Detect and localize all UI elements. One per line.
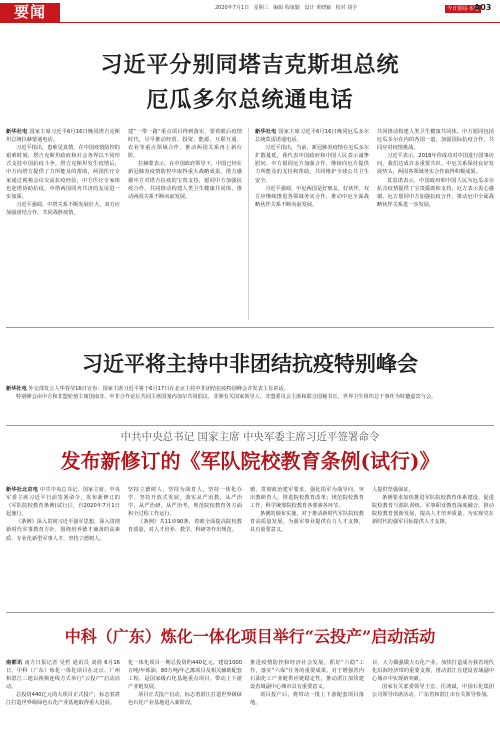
article4-column-4 — [372, 659, 494, 747]
paragraph: 习近平表示，2018年你成功对中国进行国事访问，我们达成许多重要共识。中厄关系保持良好发展势头，两国各领域务实合作取得积极成果。 — [377, 153, 494, 176]
article3-column-2 — [128, 486, 242, 608]
header-meta — [215, 5, 440, 12]
paragraph: 德、贯彻政治建军要求，强化指军为战导向，突出教研育人，推进院校教育改革；规范院校教育工作，科学统筹院校教育各要素各环节。 — [250, 487, 364, 510]
paragraph: 条例的颁布实施，对于推动新时代军队院校教育高质量发展，为强军事业提供有力人才支撑，具有重要意义。 — [250, 511, 364, 534]
paragraph: 建“一带一路”重点项目得到落实，要着眼后疫情时代，尽早推动经贸、投资、能源、互联互通、农业等重点领域合作，推动两国关系再上新台阶。 — [128, 129, 242, 160]
article2-body — [6, 385, 494, 419]
paragraph: 国家主席习近平6月16日晚同厄瓜多尔总统莫雷诺通电话。 — [255, 129, 369, 144]
paragraph: 共同推动构建人类卫生健康共同体。中方愿同包括厄瓜多尔在内的各国一道，加强国际抗疫合作，共同应对疫情挑战。 — [377, 129, 494, 152]
paragraph: 项目正式投产启动，标志着湛江打造世界级绿色石化产业基地进入新阶段。 — [128, 692, 242, 707]
article4-column-1 — [6, 659, 120, 747]
article2-headline: 习近平将主持中非团结抗疫特别峰会 — [82, 351, 418, 376]
paragraph: 项目投产后，将带动一批上下游配套项目落地。 — [250, 692, 364, 707]
section-tag: 要闻 — [0, 3, 60, 22]
paragraph: 推进疫情防控和经济社会发展，抓好“六稳”工作，落实“六保”任务的重要成果。对于增强省内石油化工产业链供应链稳定性，推动湛江加快建设省域副中心城市具有重要意义。 — [250, 660, 364, 691]
article1-column-1 — [6, 128, 120, 320]
section-divider — [6, 425, 494, 426]
article4-column-3 — [250, 659, 364, 747]
paragraph: 《条例》深入贯彻习近平强军思想，深入贯彻新时代军事教育方针，围绕培养德才兼备的高素质、专业化新型军事人才，坚持立德树人。 — [6, 519, 120, 542]
page-header — [0, 0, 500, 22]
paragraph: 特别峰会由中方和非盟轮值主席国南非、中非合作论坛共同主席国塞内加尔共同倡议，非洲有关国家领导人、非盟委员会主席和联合国秘书长、世界卫生组织总干事作为特邀嘉宾与会。 — [16, 394, 437, 401]
paragraph: 习近平强调，中厄两国是好朋友、好伙伴。双方应继续推进各领域务实合作，推动中厄全面战略伙伴关系不断向前发展。 — [255, 185, 369, 208]
paragraph: 拉赫蒙表示，在中国政府领导下，中国已经在新冠肺炎疫情防控中取得重大战略成果。塔方感谢中方对塔方抗疫的宝贵支持，愿同中方加强抗疫合作，共同推动构建人类卫生健康共同体，推动两国关系不断向前发展。 — [128, 161, 242, 200]
article3-column-1 — [6, 486, 120, 608]
section-divider — [6, 327, 494, 328]
header-weekday: 星期三 — [253, 5, 269, 11]
paragraph: 外交部发言人华春莹16日宣布：国家主席习近平将于6月17日在北京主持中非团结抗疫特别峰会并发表主旨讲话。 — [28, 386, 289, 392]
page-number: A03 — [474, 3, 492, 12]
paragraph: 人提供坚强保证。 — [372, 487, 414, 493]
paragraph: 习近平指出，当前，新冠肺炎疫情在厄瓜多尔扩散蔓延，我代表中国政府和中国人民表示诚挚慰问。中方愿同厄方加强合作，继续向厄方提供力所能及的支持和帮助，共同维护全球公共卫生安全。 — [255, 145, 369, 184]
article1-headline-line2: 厄瓜多尔总统通电话 — [146, 87, 354, 113]
article1-column-2 — [128, 128, 242, 320]
header-date: 2020年7月1日 — [215, 5, 250, 11]
header-designer: 设计 黄晓颖 — [304, 5, 332, 11]
dateline: 南都讯 — [6, 660, 23, 666]
paragraph: 国家有关部委领导王宏、任鸿斌，中国石化集团公司领导出席活动，广东省和湛江市有关领导参加。 — [372, 684, 494, 699]
paragraph: 坚持立德树人，坚持为战育人，坚持一体化办学，坚持开放式发展，落实从严治教，从严治学，从严治研，从严治考，规范院校教育各方面和全过程工作运行。 — [128, 487, 242, 518]
paragraph: 条例要求加快推进军队院校教育体系建设，促进院校教育与部队训练、军事职业教育深度融合，推动院校教育创新发展，提高人才培养质量，为实现党在新时代的强军目标提供人才支撑。 — [372, 495, 494, 526]
paragraph: 《条例》共11章90条，着眼全面提高院校教育质量，对人才培养、教学、科研等作出规范。 — [128, 519, 242, 534]
paragraph: 莫雷诺表示，中国政府和中国人民为厄瓜多尔抗击疫情提供了宝贵援助和支持，厄方表示衷心感谢。厄方愿同中方加强抗疫合作，推动厄中全面战略伙伴关系进一步发展。 — [377, 177, 494, 208]
paragraph: 化一体化项目一期总投资约440亿元，建设1000万吨/年炼油、80万吨/年乙烯项目及相关辅助配套工程，是国家级石化基地重点项目，带动上下游产业链发展。 — [128, 660, 242, 691]
dateline: 新华社电 — [6, 129, 28, 135]
edit-badge: 今日要闻·本地 — [447, 6, 479, 12]
article1-headline-line1: 习近平分别同塔吉克斯坦总统 — [100, 52, 400, 78]
article3-column-4 — [372, 486, 494, 608]
paragraph: 国家主席习近平6月16日晚同塔吉克斯坦总统拉赫蒙通电话。 — [6, 129, 120, 144]
dateline: 新华社北京电 — [6, 487, 39, 493]
paragraph: 目，大力做强做大石化产业。加快打造成为我省现代化沿海经济带的重要支撑，推动湛江在建设省域副中心城市中实现新突破。 — [372, 660, 494, 683]
paragraph: 总投资440亿元的大项目正式投产，标志着湛江打造世界级绿色石化产业基地取得重大进展。 — [6, 692, 120, 707]
paragraph: 习近平强调，中塔关系不断发展壮大，双方应加强团结合作，共同战胜疫情。 — [6, 201, 120, 216]
section-divider — [6, 612, 494, 613]
paragraph: 南方日报记者 吴哲 通讯员 刘倩 6月16日，中科（广东）炼化一体化项目在北京、广州和湛江三地以视频连线方式举行“云投产”启动活动。 — [6, 660, 120, 691]
article3-kicker: 中共中央总书记 国家主席 中央军委主席习近平签署命令 — [120, 431, 380, 443]
article4-column-2 — [128, 659, 242, 747]
article4-headline: 中科（广东）炼化一体化项目举行“云投产”启动活动 — [64, 627, 436, 646]
article1-column-4 — [377, 128, 494, 320]
dateline: 新华社电 — [6, 386, 27, 392]
article1-column-3 — [255, 128, 369, 320]
header-editor: 编辑 程康勤 — [273, 5, 300, 11]
article3-headline: 发布新修订的《军队院校教育条例(试行)》 — [60, 449, 440, 473]
column-divider — [248, 128, 249, 320]
article3-column-3 — [250, 486, 364, 608]
header-proofreader: 校对 胡宇 — [335, 5, 358, 11]
dateline: 新华社电 — [255, 129, 277, 135]
paragraph: 中共中央总书记、国家主席、中央军委主席习近平日前签署命令，发布新修订的《军队院校教育条例(试行)》，自2020年7月1日起施行。 — [6, 487, 120, 518]
paragraph: 习近平指出，患难见真情。在中国疫情防控的艰难时刻，塔吉克斯坦政府和社会各界以不同形式支持中国抗疫斗争。塔吉克斯坦发生疫情后，中方向塔方提供了力所能及的帮助，两国医疗专家通过视频会议交流抗疫经验，中方医疗专家组也赴塔协助抗疫，中塔两国同舟共济的友谊进一步加深。 — [6, 145, 120, 200]
header-rule — [0, 22, 500, 23]
